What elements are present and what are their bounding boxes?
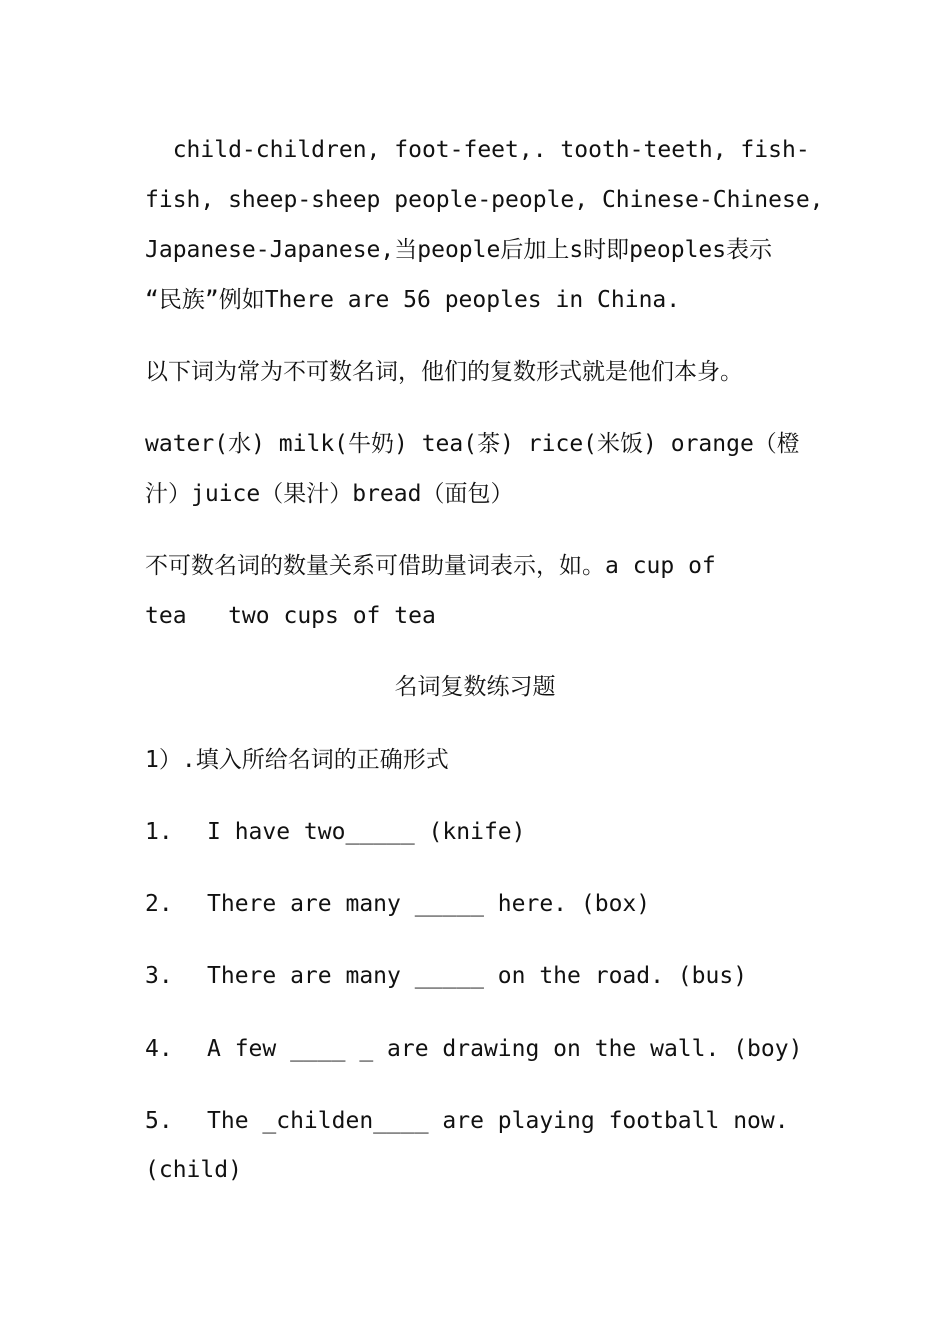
- question-5-continuation: (child): [145, 1157, 242, 1183]
- question-number: 4.: [145, 1036, 173, 1062]
- paragraph-1-line-3: Japanese-Japanese,当people后加上s时即peoples表示: [145, 237, 773, 263]
- paragraph-4-line-2: tea two cups of tea: [145, 603, 436, 629]
- question-text: A few ____ _ are drawing on the wall. (boy): [207, 1036, 803, 1062]
- paragraph-4-line-1: 不可数名词的数量关系可借助量词表示，如。a cup of: [145, 553, 716, 579]
- section-title: 名词复数练习题: [394, 674, 556, 700]
- question-number: 5.: [145, 1108, 173, 1134]
- exercise-heading: 1）.填入所给名词的正确形式: [145, 747, 449, 773]
- paragraph-3-line-1: water(水) milk(牛奶) tea(茶) rice(米饭) orange（橙: [145, 431, 800, 457]
- question-text: I have two_____ (knife): [207, 819, 526, 845]
- question-text: There are many _____ here. (box): [207, 891, 651, 917]
- question-number: 3.: [145, 963, 173, 989]
- question-number: 2.: [145, 891, 173, 917]
- question-text: There are many _____ on the road. (bus): [207, 963, 748, 989]
- paragraph-3-line-2: 汁）juice（果汁）bread（面包）: [145, 481, 514, 507]
- question-text: The _childen____ are playing football now.: [207, 1108, 789, 1134]
- paragraph-1-line-1: child-children, foot-feet,. tooth-teeth, fish-: [145, 137, 810, 163]
- paragraph-2-line-1: 以下词为常为不可数名词，他们的复数形式就是他们本身。: [145, 359, 743, 385]
- paragraph-1-line-2: fish, sheep-sheep people-people, Chinese-Chinese,: [145, 187, 824, 213]
- paragraph-1-line-4: “民族”例如There are 56 peoples in China.: [145, 287, 681, 313]
- question-number: 1.: [145, 819, 173, 845]
